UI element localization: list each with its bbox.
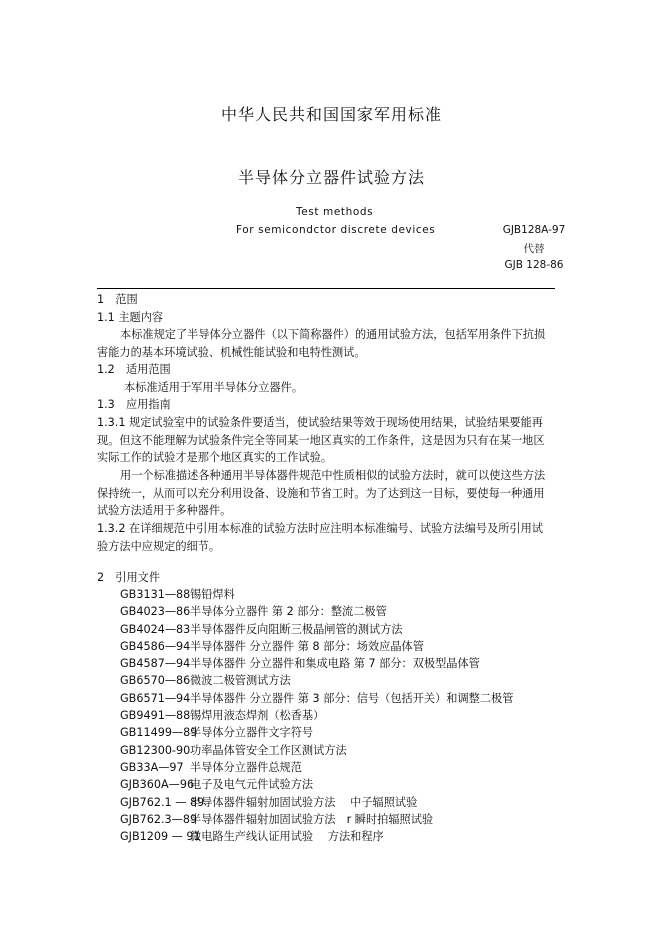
- reference-code: GJB1209 — 91: [120, 830, 201, 844]
- reference-title: 锡铅焊料: [190, 588, 235, 601]
- reference-item: [120, 621, 513, 638]
- reference-code: GB6570—86: [120, 674, 191, 688]
- paragraph-line: 保持统一，从而可以充分利用设备、设施和节省工时。为了达到这一目标，要使每一种通用: [97, 487, 545, 500]
- reference-title: 半导体器件 分立器件 第 3 部分：信号（包括开关）和调整二极管: [190, 691, 514, 705]
- paragraph-line: 本标准规定了半导体分立器件（以下简称器件）的通用试验方法，包括军用条件下抗损: [120, 328, 546, 341]
- reference-title: 半导体分立器件总规范: [190, 760, 302, 774]
- reference-code: GB4024—83: [120, 622, 191, 636]
- section-1-heading: 1 范围: [97, 293, 138, 306]
- reference-item: [120, 742, 513, 759]
- paragraph-line: 本标准适用于军用半导体分立器件。: [124, 381, 304, 394]
- reference-item: [120, 690, 513, 707]
- reference-item: [120, 724, 513, 741]
- replaces-label: 代替: [523, 243, 545, 255]
- old-standard-code: GJB 128-86: [504, 259, 564, 271]
- section-1-2-heading: 1.2 适用范围: [97, 363, 171, 376]
- reference-item: [120, 828, 513, 845]
- reference-title: 半导体器件 分立器件和集成电路 第 7 部分：双极型晶体管: [190, 657, 480, 671]
- reference-title: 半导体器件反向阻断三极晶闸管的测试方法: [190, 622, 403, 636]
- reference-code: GB12300-90: [120, 743, 191, 757]
- standard-code: GJB128A-97: [502, 224, 566, 236]
- reference-title: 半导体分立器件文字符号: [190, 726, 314, 740]
- reference-code: GB33A—97: [120, 760, 184, 774]
- org-title: 中华人民共和国国家军用标准: [220, 105, 442, 124]
- reference-code: GB9491—88: [120, 709, 191, 723]
- reference-title: 半导体器件 分立器件 第 8 部分：场效应晶体管: [190, 639, 424, 653]
- reference-item: [120, 776, 513, 793]
- english-title-line-1: Test methods: [296, 206, 374, 218]
- section-1-1-heading: 1.1 主题内容: [97, 311, 164, 324]
- reference-code: GB4587—94: [120, 657, 191, 671]
- reference-title: 半导体器件辐射加固试验方法 r 瞬时拍辐照试验: [190, 812, 434, 826]
- reference-item: [120, 794, 513, 811]
- reference-title: 微电路生产线认证用试验 方法和程序: [190, 830, 384, 844]
- reference-item: [120, 638, 513, 655]
- section-2-heading: 2 引用文件: [97, 571, 161, 584]
- paragraph-line: 1.3.1 规定试验室中的试验条件要适当，使试验结果等效于现场使用结果，试验结果要能再: [97, 416, 543, 429]
- reference-code: GJB360A—96: [120, 778, 195, 792]
- reference-item: [120, 672, 513, 689]
- reference-item: [120, 603, 513, 620]
- reference-item: [120, 655, 513, 672]
- reference-code: GJB762.3—89: [120, 812, 198, 826]
- paragraph-line: 验方法中应规定的细节。: [97, 540, 221, 553]
- reference-code: GB3131—88: [120, 588, 191, 601]
- reference-item: [120, 811, 513, 828]
- paragraph-line: 害能力的基本环境试验、机械性能试验和电特性测试。: [97, 346, 366, 359]
- reference-title: 功率晶体管安全工作区测试方法: [190, 743, 347, 757]
- paragraph-line: 实际工作的试验才是那个地区真实的工作试验。: [97, 451, 332, 464]
- doc-title: 半导体分立器件试验方法: [237, 168, 425, 187]
- reference-code: GB4023—86: [120, 605, 191, 619]
- reference-title: 半导体器件辐射加固试验方法 中子辐照试验: [190, 795, 418, 809]
- paragraph-line: 用一个标准描述各种通用半导体器件规范中性质相似的试验方法时，就可以使这些方法: [120, 469, 546, 482]
- reference-item: [120, 759, 513, 776]
- reference-title: 微波二极管测试方法: [190, 674, 291, 688]
- header-divider: [97, 288, 555, 289]
- paragraph-line: 现。但这不能理解为试验条件完全等同某一地区真实的工作条件，这是因为只有在某一地区: [97, 434, 545, 447]
- paragraph-line: 1.3.2 在详细规范中引用本标准的试验方法时应注明本标准编号、试验方法编号及所引用试: [97, 522, 543, 535]
- reference-code: GJB762.1 — 89: [120, 795, 205, 809]
- reference-title: 电子及电气元件试验方法: [190, 778, 314, 792]
- english-title-line-2: For semicondctor discrete devices: [236, 224, 436, 236]
- paragraph-line: 试验方法适用于多种器件。: [97, 504, 232, 517]
- reference-item: [120, 707, 513, 724]
- section-1-3-heading: 1.3 应用指南: [97, 398, 171, 411]
- reference-title: 半导体分立器件 第 2 部分：整流二极管: [190, 605, 387, 619]
- reference-code: GB4586—94: [120, 639, 191, 653]
- reference-code: GB11499—89: [120, 726, 198, 740]
- reference-code: GB6571—94: [120, 691, 191, 705]
- reference-title: 锡焊用液态焊剂（松香基）: [190, 709, 325, 723]
- reference-list: [120, 586, 513, 845]
- reference-item: [120, 586, 513, 603]
